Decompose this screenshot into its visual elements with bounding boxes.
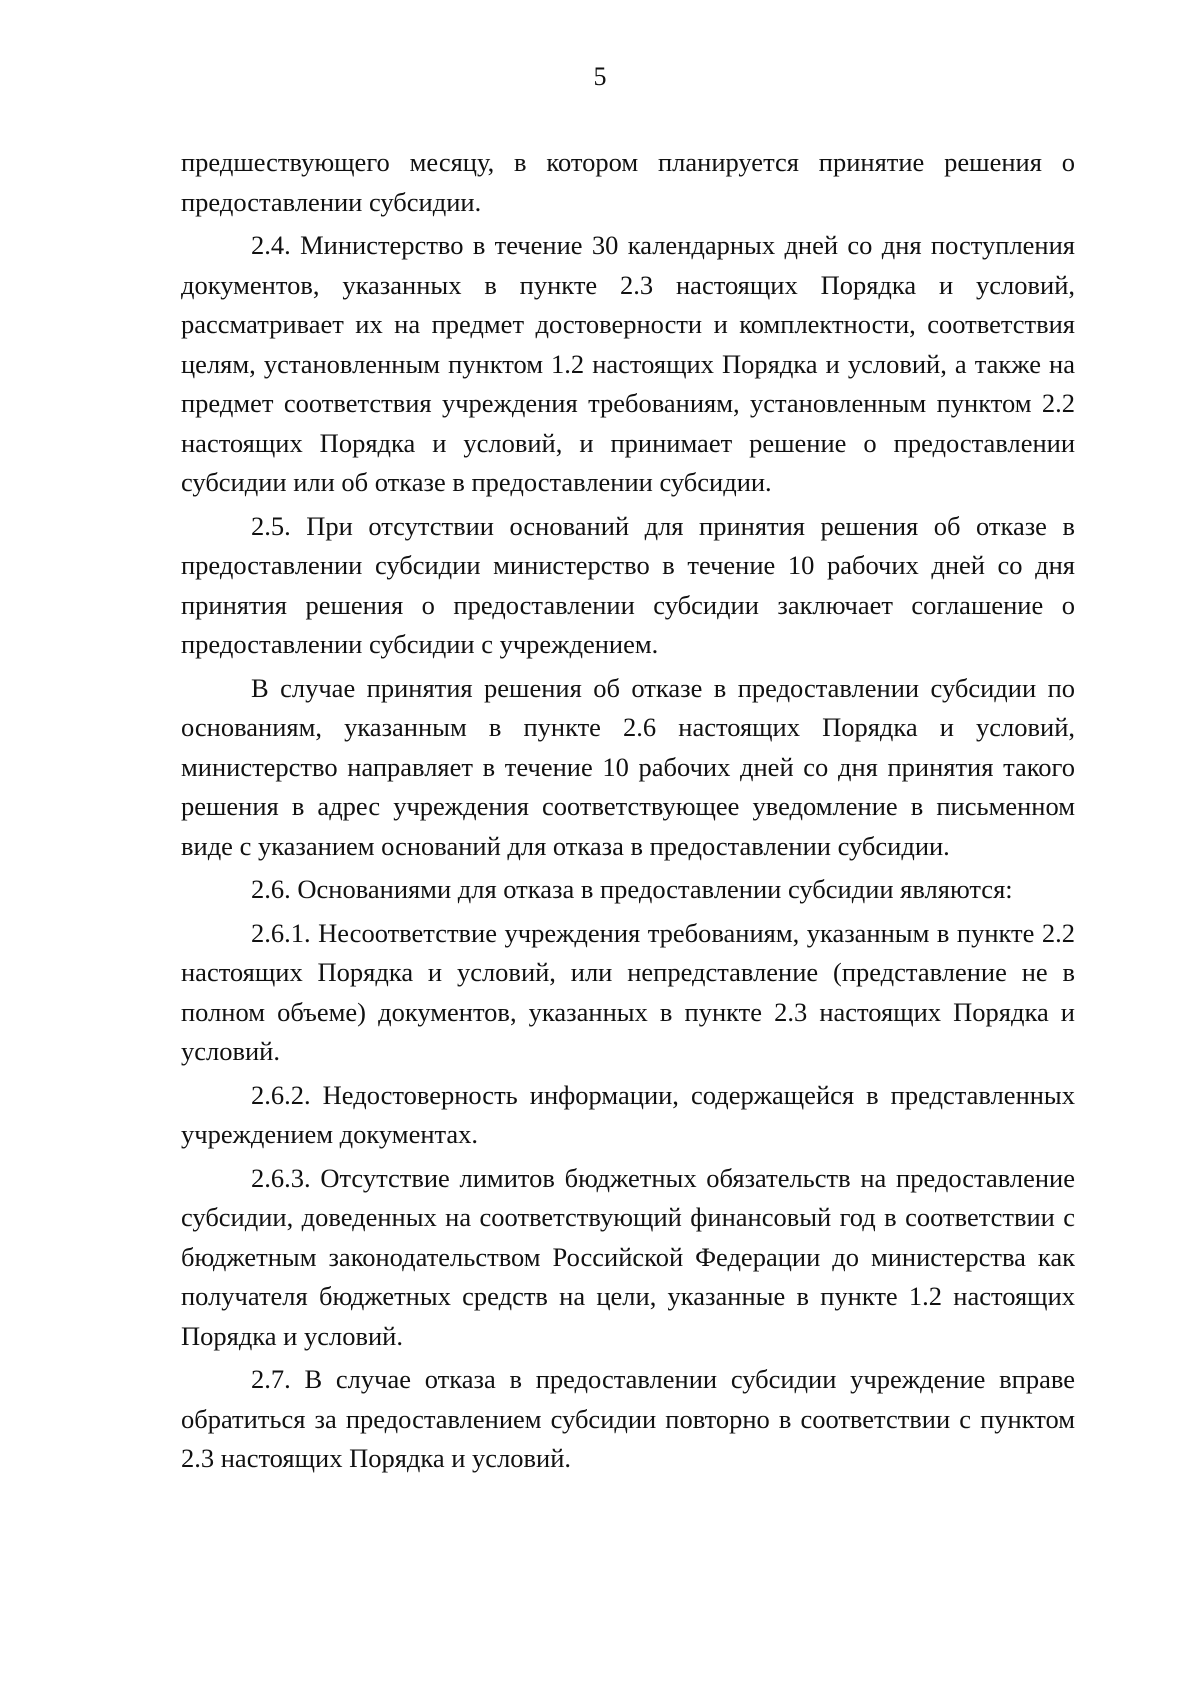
paragraph-continuation: предшествующего месяцу, в котором планируется принятие решения о предоставлении субсидии.	[181, 147, 1075, 217]
paragraph-2-6-1: 2.6.1. Несоответствие учреждения требованиям, указанным в пункте 2.2 настоящих Порядка и условий, или непредставление (представление не в полном объеме) документов, указанных в пункте 2.3 настоящих Порядка и условий.	[181, 917, 1075, 1066]
paragraph-2-4: 2.4. Министерство в течение 30 календарных дней со дня поступления документов, указанных в пункте 2.3 настоящих Порядка и условий, рассматривает их на предмет достоверности и комплектности, соответствия целям, установленным пунктом 1.2 настоящих Порядка и условий, а также на предмет соответствия учреждения требованиям, установленным пунктом 2.2 настоящих Порядка и условий, и принимает решение о предоставлении субсидии или об отказе в предоставлении субсидии.	[181, 230, 1075, 497]
paragraph-2-6: 2.6. Основаниями для отказа в предоставлении субсидии являются:	[251, 874, 1013, 904]
document-body	[181, 143, 1075, 1483]
paragraph-2-6-3: 2.6.3. Отсутствие лимитов бюджетных обязательств на предоставление субсидии, доведенных на соответствующий финансовый год в соответствии с бюджетным законодательством Российской Федерации до министерства как получателя бюджетных средств на цели, указанные в пункте 1.2 настоящих Порядка и условий.	[181, 1162, 1075, 1351]
paragraph-refusal-notice: В случае принятия решения об отказе в предоставлении субсидии по основаниям, указанным в пункте 2.6 настоящих Порядка и условий, министерство направляет в течение 10 рабочих дней со дня принятия такого решения в адрес учреждения соответствующее уведомление в письменном виде с указанием оснований для отказа в предоставлении субсидии.	[181, 672, 1075, 861]
paragraph-2-6-2: 2.6.2. Недостоверность информации, содержащейся в представленных учреждением документах.	[181, 1079, 1075, 1149]
paragraph-2-7: 2.7. В случае отказа в предоставлении субсидии учреждение вправе обратиться за предоставлением субсидии повторно в соответствии с пунктом 2.3 настоящих Порядка и условий.	[181, 1364, 1075, 1473]
paragraph-2-5: 2.5. При отсутствии оснований для принятия решения об отказе в предоставлении субсидии министерство в течение 10 рабочих дней со дня принятия решения о предоставлении субсидии заключает соглашение о предоставлении субсидии с учреждением.	[181, 510, 1075, 659]
page-number: 5	[593, 62, 607, 91]
